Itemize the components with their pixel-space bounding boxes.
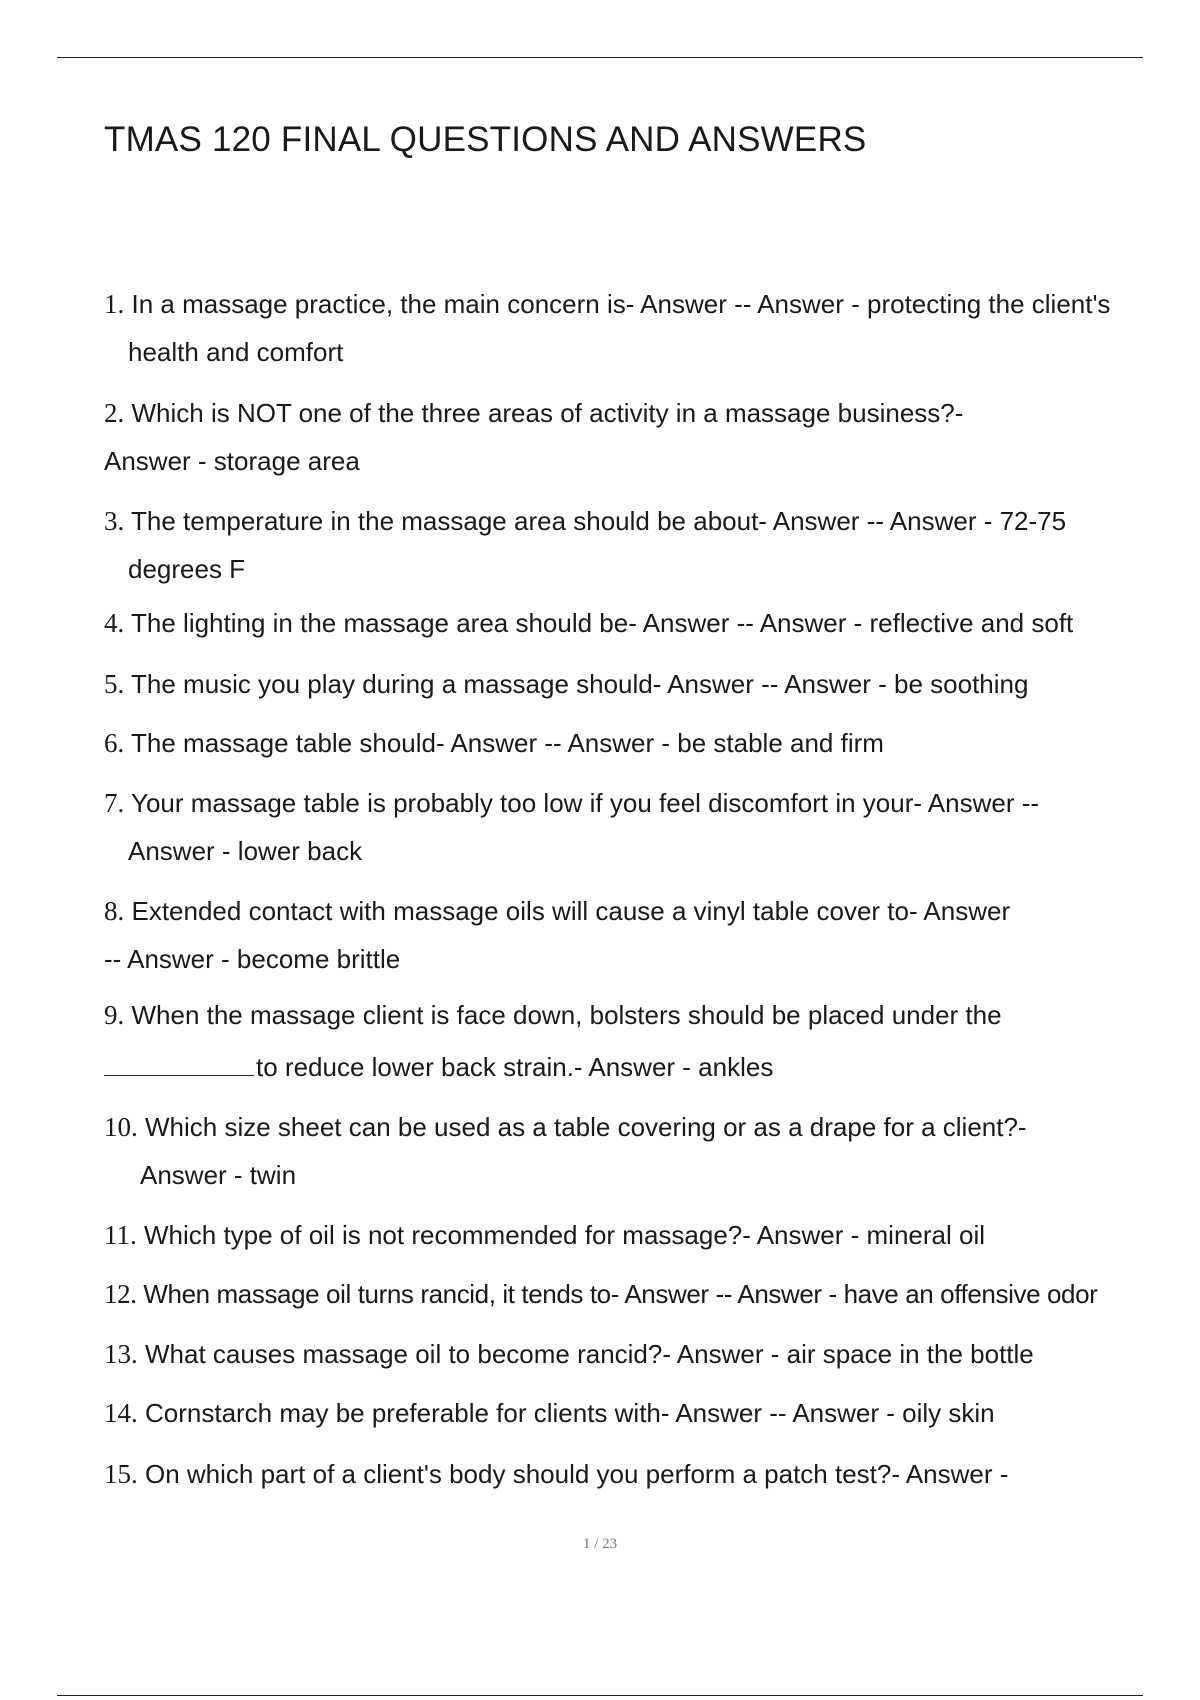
item-number: 8. — [104, 896, 125, 926]
item-number: 2. — [104, 398, 125, 428]
item-text-continued: Answer - storage area — [104, 446, 360, 476]
item-number: 4. — [104, 608, 125, 638]
item-text: On which part of a client's body should you perform a patch test?- Answer - — [144, 1459, 1009, 1489]
item-number: 10. — [104, 1112, 138, 1142]
page-indicator: 1 / 23 — [582, 1536, 618, 1552]
item-number: 9. — [104, 1000, 125, 1030]
item-text-continued: -- Answer - become brittle — [104, 944, 401, 974]
item-number: 6. — [104, 728, 125, 758]
item-text-continued: Answer - twin — [140, 1160, 297, 1190]
item-number: 12. — [104, 1279, 137, 1309]
fill-in-blank — [104, 1053, 254, 1076]
top-rule — [57, 57, 1143, 58]
qa-item-5 — [104, 660, 1166, 708]
item-text: Your massage table is probably too low if you feel discomfort in your- Answer -- — [131, 788, 1040, 818]
item-text: When massage oil turns rancid, it tends to- Answer -- Answer - have an offensive odor — [143, 1279, 1098, 1309]
item-number: 5. — [104, 669, 125, 699]
qa-item-4 — [104, 599, 1166, 647]
item-text: Extended contact with massage oils will cause a vinyl table cover to- Answer — [131, 896, 1011, 926]
item-number: 1. — [104, 289, 125, 319]
item-text-continued: Answer - lower back — [128, 836, 363, 866]
qa-item-13 — [104, 1330, 1166, 1378]
qa-item-14 — [104, 1389, 1166, 1437]
qa-item-9 — [104, 991, 1166, 1091]
item-text: The music you play during a massage should- Answer -- Answer - be soothing — [131, 669, 1029, 699]
item-text: Which type of oil is not recommended for massage?- Answer - mineral oil — [143, 1220, 985, 1250]
item-text-continued — [104, 1043, 1166, 1091]
qa-item-11 — [104, 1211, 1166, 1259]
qa-item-10 — [104, 1103, 1166, 1199]
item-text: The lighting in the massage area should be- Answer -- Answer - reflective and soft — [131, 608, 1074, 638]
item-text: What causes massage oil to become rancid?- Answer - air space in the bottle — [144, 1339, 1034, 1369]
qa-item-12 — [104, 1270, 1166, 1318]
item-text: Which is NOT one of the three areas of activity in a massage business?- — [131, 398, 964, 428]
qa-item-1 — [104, 280, 1166, 376]
item-text: When the massage client is face down, bolsters should be placed under the — [131, 1000, 1002, 1030]
item-text: The massage table should- Answer -- Answer - be stable and firm — [131, 728, 884, 758]
item-text-tail: to reduce lower back strain.- Answer - ankles — [256, 1052, 774, 1082]
item-number: 13. — [104, 1339, 138, 1369]
qa-item-3 — [104, 497, 1166, 593]
item-number: 11. — [104, 1220, 137, 1250]
document-title: TMAS 120 FINAL QUESTIONS AND ANSWERS — [104, 120, 867, 159]
item-number: 15. — [104, 1459, 138, 1489]
item-number: 14. — [104, 1398, 138, 1428]
item-text: Which size sheet can be used as a table covering or as a drape for a client?- — [144, 1112, 1027, 1142]
item-text: The temperature in the massage area should be about- Answer -- Answer - 72-75 — [131, 506, 1067, 536]
qa-item-2 — [104, 389, 1166, 485]
qa-item-7 — [104, 779, 1166, 875]
item-text: Cornstarch may be preferable for clients with- Answer -- Answer - oily skin — [144, 1398, 995, 1428]
item-number: 7. — [104, 788, 125, 818]
item-number: 3. — [104, 506, 125, 536]
bottom-rule — [57, 1695, 1143, 1696]
item-text: In a massage practice, the main concern is- Answer -- Answer - protecting the client's — [131, 289, 1111, 319]
qa-item-6 — [104, 719, 1166, 767]
qa-item-15 — [104, 1450, 1166, 1498]
item-text-continued: health and comfort — [128, 337, 344, 367]
qa-item-8 — [104, 887, 1166, 983]
item-text-continued: degrees F — [128, 554, 246, 584]
